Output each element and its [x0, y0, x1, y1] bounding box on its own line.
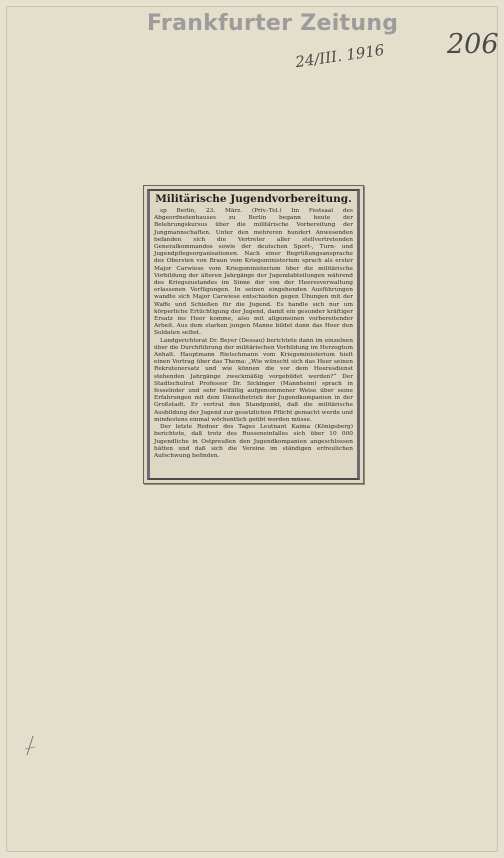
pencil-mark-icon	[23, 735, 37, 757]
handwritten-date: 24/III. 1916	[294, 40, 386, 72]
article-paragraph: sp Berlin, 23. März. (Priv.-Tel.) Im Festsaal des Abgeordnetenhauses zu Berlin begann heute der Belehrungskursus über die militärische Vorbereitung der Jungmannschaften. Unter den mehreren hundert Anwesenden befanden sich die Vertreter aller stellvertretenden Generalkommandos sowie der deutschen Sport-, Turn- und Jugendpflegeorganisationen. Nach einer Begrüßungsansprache des Obersten von Braun vom Kriegsministerium sprach als erster Major Carwiese vom Kriegsministerium über die militärische Vorbildung der älteren Jahrgänge der Jugendabteilungen während des Kriegszustandes im Sinne der von der Heeresverwaltung erlassenen Verfügungen. In seinen eingehenden Ausführungen wandte sich Major Carwiese entschieden gegen Übungen mit der Waffe und Schießen für die Jugend. Es handle sich nur um körperliche Ertüchtigung der Jugend, damit ein gesunder kräftiger Ersatz ins Heer komme, also mit allgemeinen vorbereitender Arbeit. Aus dem starken jungen Manne bildet dann das Heer den Soldaten selbst.	[154, 208, 353, 337]
newspaper-stamp: Frankfurter Zeitung	[147, 11, 399, 36]
archive-page	[6, 6, 498, 852]
article-paragraph: Landgerichtsrat Dr. Beyer (Dessau) berichtete dann im einzelnen über die Durchführung der militärischen Vorbildung im Herzogtum Anhalt. Hauptmann Rietschmann vom Kriegsministerium hielt einen Vortrag über das Thema: „Wie wünscht sich das Heer seinen Rekrutenersatz und wie können die vor dem Heeresdienst stehenden Jahrgänge zweckmäßig vorgebildet werden?“ Der Stadtschulrat Professor Dr. Sickinger (Mannheim) sprach in fesselnder und sehr beifällig aufgenommener Weise über seine Erfahrungen mit dem Dienstbetrieb der Jugendkompanien in der Großstadt. Er vertrat den Standpunkt, daß die militärische Ausbildung der Jugend zur gesetzlichen Pflicht gemacht werde und mindestens einmal wöchentlich geübt werden müsse.	[154, 337, 353, 423]
newspaper-clipping	[143, 185, 364, 484]
article-paragraph: Der letzte Redner des Tages Leutnant Kaima (Königsberg) berichtete, daß trotz des Russeneinfalles sich über 10 000 Jugendliche in Ostpreußen den Jugendkompanien angeschlossen hätten und daß sich die Vereine im ständigen erfreulichen Aufschwung befinden.	[154, 424, 353, 459]
article-title: Militärische Jugendvorbereitung.	[155, 193, 352, 205]
clipping-frame	[147, 189, 360, 480]
handwritten-page-number: 206	[447, 29, 499, 60]
